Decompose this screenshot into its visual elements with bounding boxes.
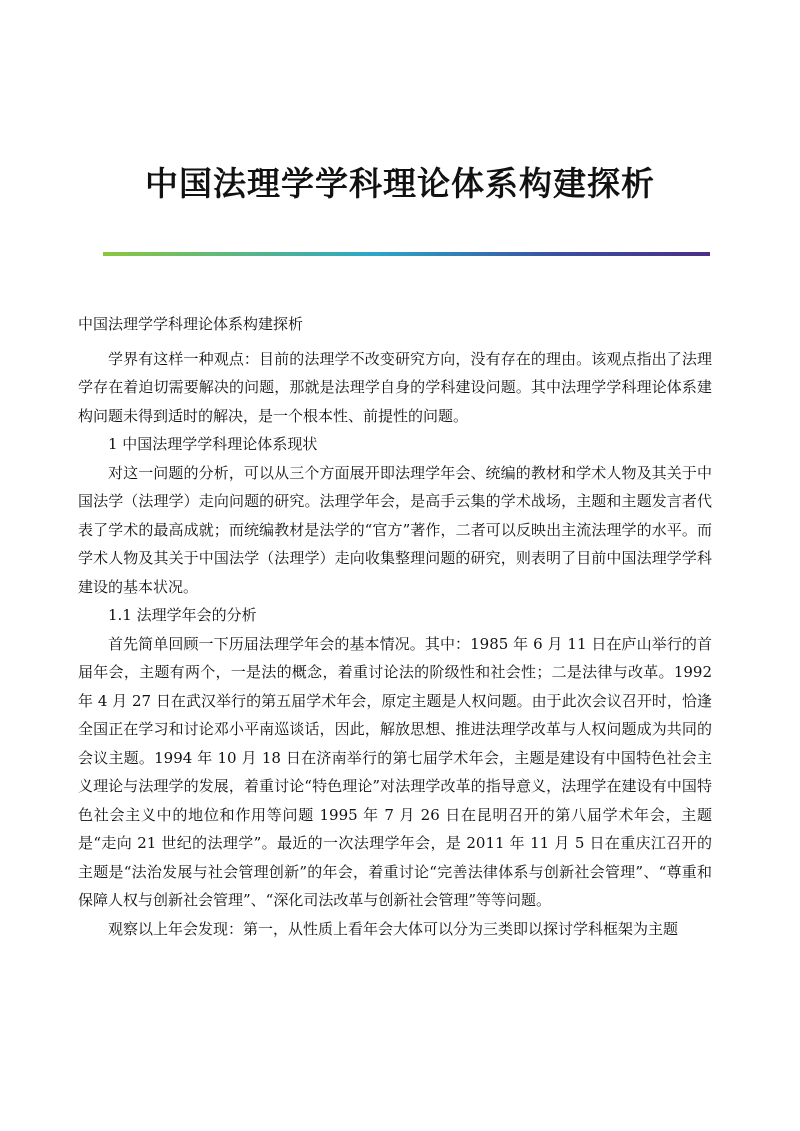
paragraph-intro: 学界有这样一种观点：目前的法理学不改变研究方向，没有存在的理由。该观点指出了法理学存在着迫切需要解决的问题，那就是法理学自身的学科建设问题。其中法理学学科理论体系建构问题未得到适时的解决，是一个根本性、前提性的问题。 bbox=[78, 349, 712, 425]
title-divider bbox=[103, 252, 710, 256]
paragraph-annual-meetings: 首先简单回顾一下历届法理学年会的基本情况。其中：1985 年 6 月 11 日在庐山举行的首届年会，主题有两个，一是法的概念，着重讨论法的阶级性和社会性；二是法律与改革。1992 年 4 月 27 日在武汉举行的第五届学术年会，原定主题是人权问题。由于此次会议召开时，恰逢全国正在学习和讨论邓小平南巡谈话，因此，解放思想、推进法理学改革与人权问题成为共同的会议主题。1994 年 10 月 18 日在济南举行的第七届学术年会，主题是建设有中国特色社会主义理论与法理学的发展，着重讨论“特色理论”对法理学改革的指导意义，法理学在建设有中国特色社会主义中的地位和作用等问题 1995 年 7 月 26 日在昆明召开的第八届学术年会，主题是“走向 21 世纪的法理学”。最近的一次法理学年会，是 2011 年 11 月 5 日在重庆江召开的主题是“法治发展与社会管理创新”的年会，着重讨论“完善法律体系与创新社会管理”、“尊重和保障人权与创新社会管理”、“深化司法改革与创新社会管理”等等问题。 bbox=[78, 634, 712, 909]
paragraph-analysis: 对这一问题的分析，可以从三个方面展开即法理学年会、统编的教材和学术人物及其关于中国法学（法理学）走向问题的研究。法理学年会，是高手云集的学术战场，主题和主题发言者代表了学术的最高成就；而统编教材是法学的“官方”著作，二者可以反映出主流法理学的水平。而学术人物及其关于中国法学（法理学）走向收集整理问题的研究，则表明了目前中国法理学学科建设的基本状况。 bbox=[78, 463, 712, 596]
section-heading-1-1: 1.1 法理学年会的分析 bbox=[108, 606, 257, 624]
section-heading-1: 1 中国法理学学科理论体系现状 bbox=[108, 435, 318, 453]
paragraph-observation: 观察以上年会发现：第一，从性质上看年会大体可以分为三类即以探讨学科框架为主题 bbox=[108, 919, 679, 938]
document-title: 中国法理学学科理论体系构建探析 bbox=[145, 164, 655, 203]
body-lead-title: 中国法理学学科理论体系构建探析 bbox=[78, 315, 304, 333]
document-body bbox=[78, 310, 712, 943]
